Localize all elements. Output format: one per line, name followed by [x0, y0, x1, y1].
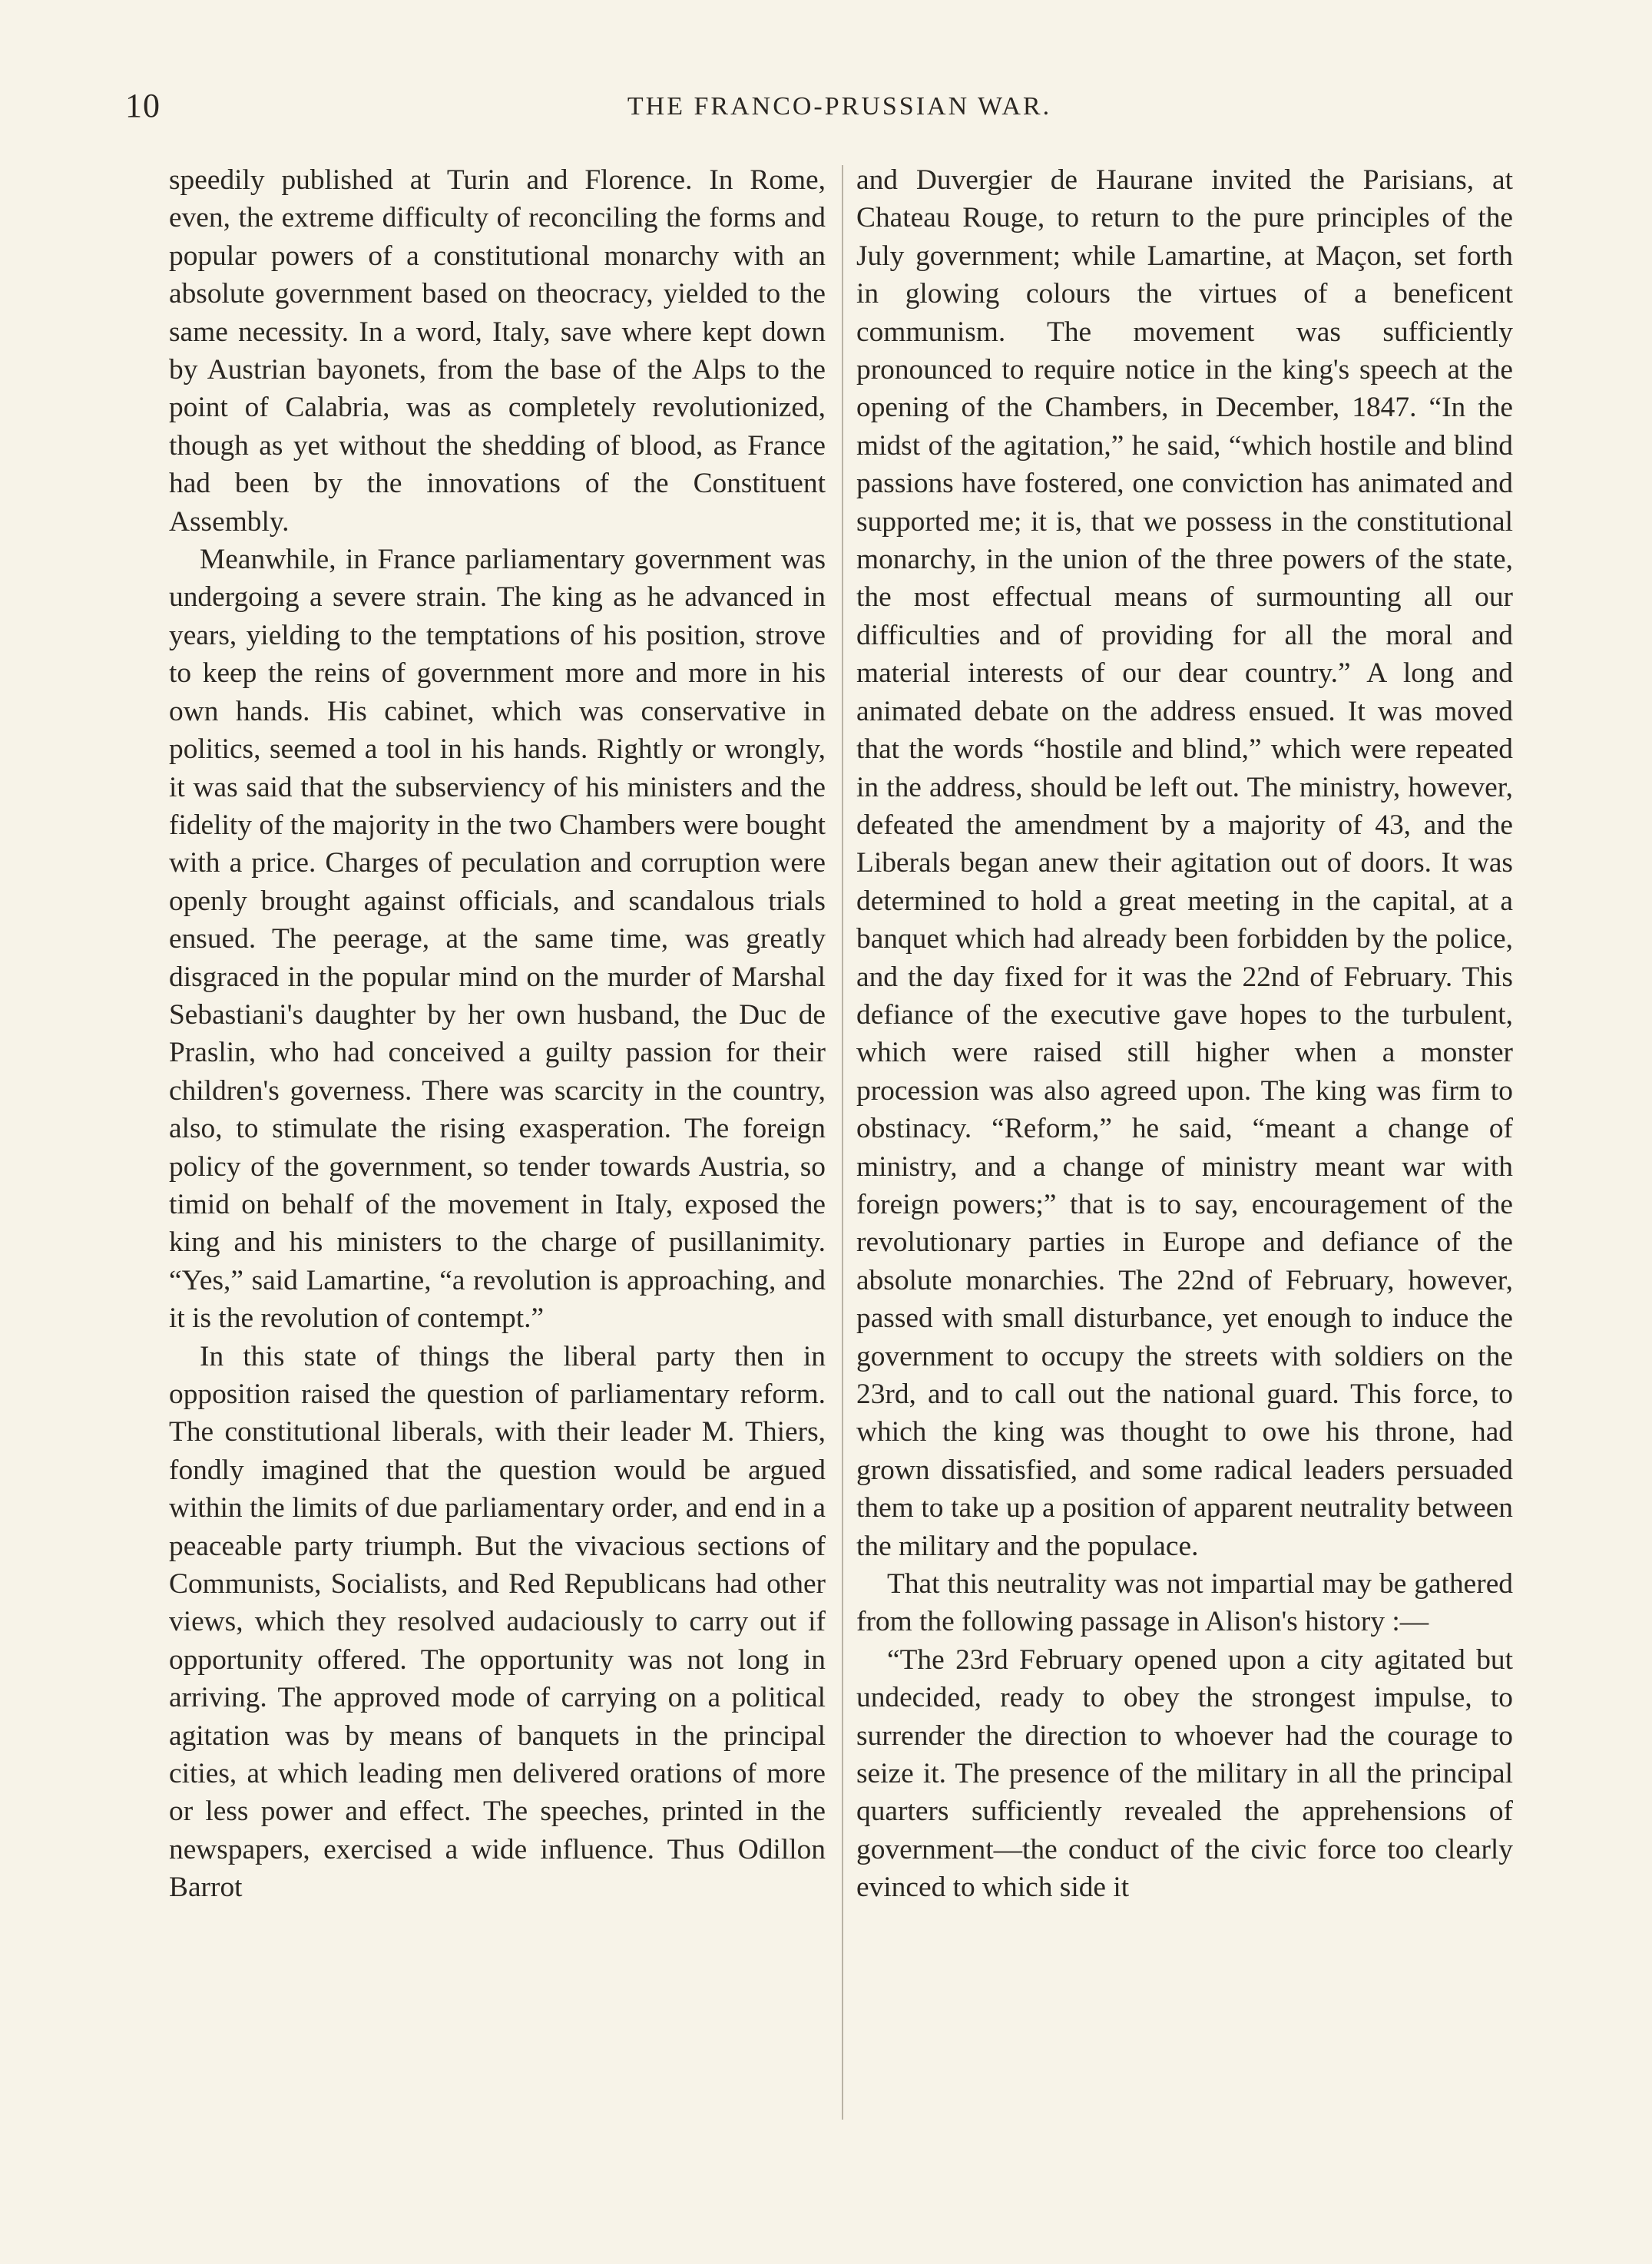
page-header [119, 86, 1560, 140]
left-paragraph-3: In this state of things the liberal party then in opposition raised the question of parliamentary reform. The constitutional liberals, with their leader M. Thiers, fondly imagined that the question would be argued within the limits of due parliamentary order, and end in a peaceable party triumph. But the vivacious sections of Communists, Socialists, and Red Republicans had other views, which they resolved audaciously to carry out if opportunity offered. The opportunity was not long in arriving. The approved mode of carrying on a political agitation was by means of banquets in the principal cities, at which leading men delivered orations of more or less power and effect. The speeches, printed in the newspapers, exercised a wide influence. Thus Odillon Barrot [169, 1340, 826, 1904]
running-title: THE FRANCO-PRUSSIAN WAR. [627, 92, 1052, 121]
right-paragraph-3: “The 23rd February opened upon a city agitated but undecided, ready to obey the strongest impulse, to surrender the direction to whoever had the courage to seize it. The presence of the military in all the principal quarters sufficiently revealed the apprehensions of government—the conduct of the civic force too clearly evinced to which side it [856, 1643, 1513, 1904]
left-paragraph-1: speedily published at Turin and Florence. In Rome, even, the extreme difficulty of reconciling the forms and popular powers of a constitutional monarchy with an absolute government based on theocracy, yielded to the same necessity. In a word, Italy, save where kept down by Austrian bayonets, from the base of the Alps to the point of Calabria, was as completely revolutionized, though as yet without the shedding of blood, as France had been by the innovations of the Constituent Assembly. [169, 164, 826, 538]
page-number: 10 [125, 87, 161, 124]
left-column [169, 161, 826, 2127]
right-paragraph-1: and Duvergier de Haurane invited the Parisians, at Chateau Rouge, to return to the pure principles of the July government; while Lamartine, at Maçon, set forth in glowing colours the virtues of a beneficent communism. The movement was sufficiently pronounced to require notice in the king's speech at the opening of the Chambers, in December, 1847. “In the midst of the agitation,” he said, “which hostile and blind passions have fostered, one conviction has animated and supported me; it is, that we possess in the constitutional monarchy, in the union of the three powers of the state, the most effectual means of surmounting all our difficulties and of providing for all the moral and material interests of our dear country.” A long and animated debate on the address ensued. It was moved that the words “hostile and blind,” which were repeated in the address, should be left out. The ministry, however, defeated the amendment by a majority of 43, and the Liberals began anew their agitation out of doors. It was determined to hold a great meeting in the capital, at a banquet which had already been forbidden by the police, and the day fixed for it was the 22nd of February. This defiance of the executive gave hopes to the turbulent, which were raised still higher when a monster procession was also agreed upon. The king was firm to obstinacy. “Reform,” he said, “meant a change of ministry, and a change of ministry meant war with foreign powers;” that is to say, encouragement of the revolutionary parties in Europe and defiance of the absolute monarchies. The 22nd of February, however, passed with small disturbance, yet enough to induce the government to occupy the streets with soldiers on the 23rd, and to call out the national guard. This force, to which the king was thought to owe his throne, had grown dissatisfied, and some radical leaders persuaded them to take up a position of apparent neutrality between the military and the populace. [856, 164, 1513, 1562]
column-divider [842, 165, 843, 2120]
left-paragraph-2: Meanwhile, in France parliamentary government was undergoing a severe strain. The king as he advanced in years, yielding to the temptations of his position, strove to keep the reins of government more and more in his own hands. His cabinet, which was conservative in politics, seemed a tool in his hands. Rightly or wrongly, it was said that the subserviency of his ministers and the fidelity of the majority in the two Chambers were bought with a price. Charges of peculation and corruption were openly brought against officials, and scandalous trials ensued. The peerage, at the same time, was greatly disgraced in the popular mind on the murder of Marshal Sebastiani's daughter by her own husband, the Duc de Praslin, who had conceived a guilty passion for their children's governess. There was scarcity in the country, also, to stimulate the rising exasperation. The foreign policy of the government, so tender towards Austria, so timid on behalf of the movement in Italy, exposed the king and his ministers to the charge of pusillanimity. “Yes,” said Lamartine, “a revolution is approaching, and it is the revolution of contempt.” [169, 544, 826, 1335]
right-paragraph-2: That this neutrality was not impartial may be gathered from the following passage in Alison's history :— [856, 1568, 1513, 1638]
right-column [856, 161, 1513, 2127]
